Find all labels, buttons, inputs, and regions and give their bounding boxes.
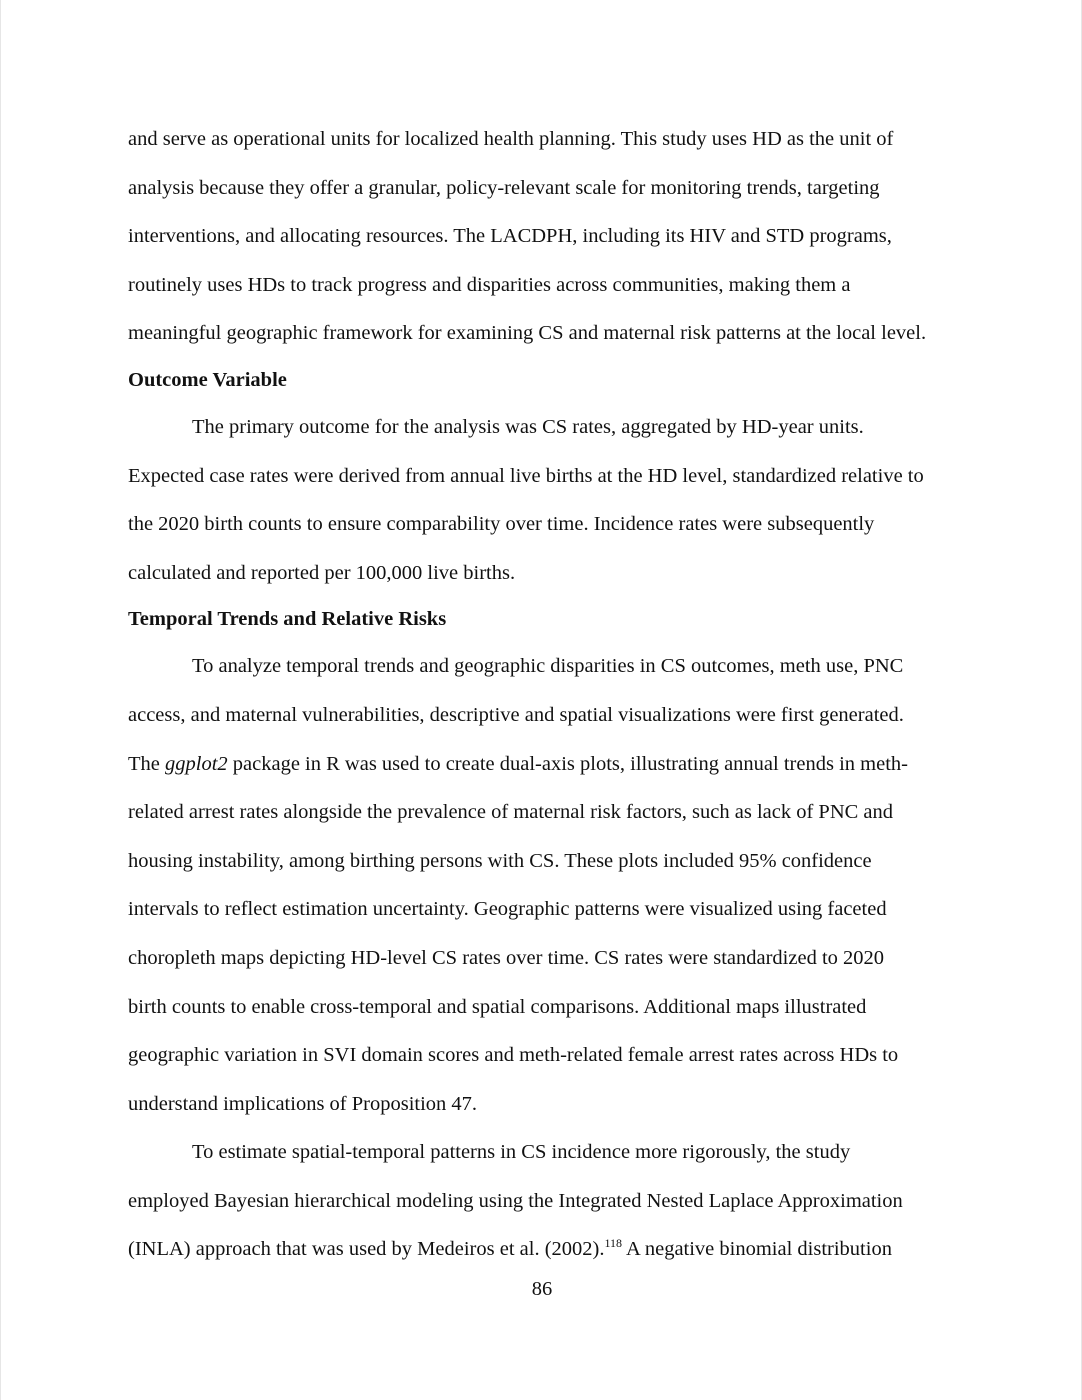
text-line: employed Bayesian hierarchical modeling using the Integrated Nested Laplace Approximation [128,1189,903,1212]
page-number: 86 [531,1278,553,1300]
section-heading-temporal-trends: Temporal Trends and Relative Risks [128,608,447,631]
text-line: Expected case rates were derived from annual live births at the HD level, standardized relative to [128,464,924,487]
text-line: calculated and reported per 100,000 live births. [128,561,516,584]
text-span: package in R was used to create dual-axis plots, illustrating annual trends in meth- [227,752,908,775]
text-line: To estimate spatial-temporal patterns in CS incidence more rigorously, the study [192,1141,851,1164]
text-line: To analyze temporal trends and geographic disparities in CS outcomes, meth use, PNC [192,655,904,678]
text-span: A negative binomial distribution [622,1238,892,1261]
text-line: and serve as operational units for localized health planning. This study uses HD as the unit of [128,128,894,150]
text-line: intervals to reflect estimation uncertainty. Geographic patterns were visualized using faceted [128,898,887,921]
text-line [128,740,958,789]
citation-superscript: 118 [604,1236,623,1251]
paragraph [128,1128,958,1274]
paragraph [128,115,958,358]
text-line: choropleth maps depicting HD-level CS rates over time. CS rates were standardized to 2020 [128,946,885,969]
paragraph [128,403,958,597]
paragraph [128,642,958,1128]
text-span: (INLA) approach that was used by Medeiros et al. (2002). [128,1238,605,1261]
text-line: related arrest rates alongside the prevalence of maternal risk factors, such as lack of PNC and [128,801,894,824]
body-text [128,115,958,1274]
text-line: the 2020 birth counts to ensure comparability over time. Incidence rates were subsequently [128,513,875,536]
section-heading-outcome-variable: Outcome Variable [128,368,287,391]
text-line: understand implications of Proposition 47. [128,1092,478,1115]
text-line: housing instability, among birthing persons with CS. These plots included 95% confidence [128,849,872,872]
text-line: geographic variation in SVI domain scores and meth-related female arrest rates across HDs to [128,1044,899,1067]
text-line: routinely uses HDs to track progress and disparities across communities, making them a [128,273,851,296]
text-line: meaningful geographic framework for examining CS and maternal risk patterns at the local level. [128,322,927,345]
package-name-italic: ggplot2 [165,752,228,775]
text-line: The primary outcome for the analysis was CS rates, aggregated by HD-year units. [192,415,864,438]
text-line: access, and maternal vulnerabilities, descriptive and spatial visualizations were first generated. [128,703,904,726]
text-line [128,1225,958,1274]
text-line: birth counts to enable cross-temporal and spatial comparisons. Additional maps illustrated [128,995,867,1018]
text-span: The [128,752,165,775]
text-line: analysis because they offer a granular, policy-relevant scale for monitoring trends, targeting [128,176,880,199]
text-line: interventions, and allocating resources. The LACDPH, including its HIV and STD programs, [128,225,892,248]
